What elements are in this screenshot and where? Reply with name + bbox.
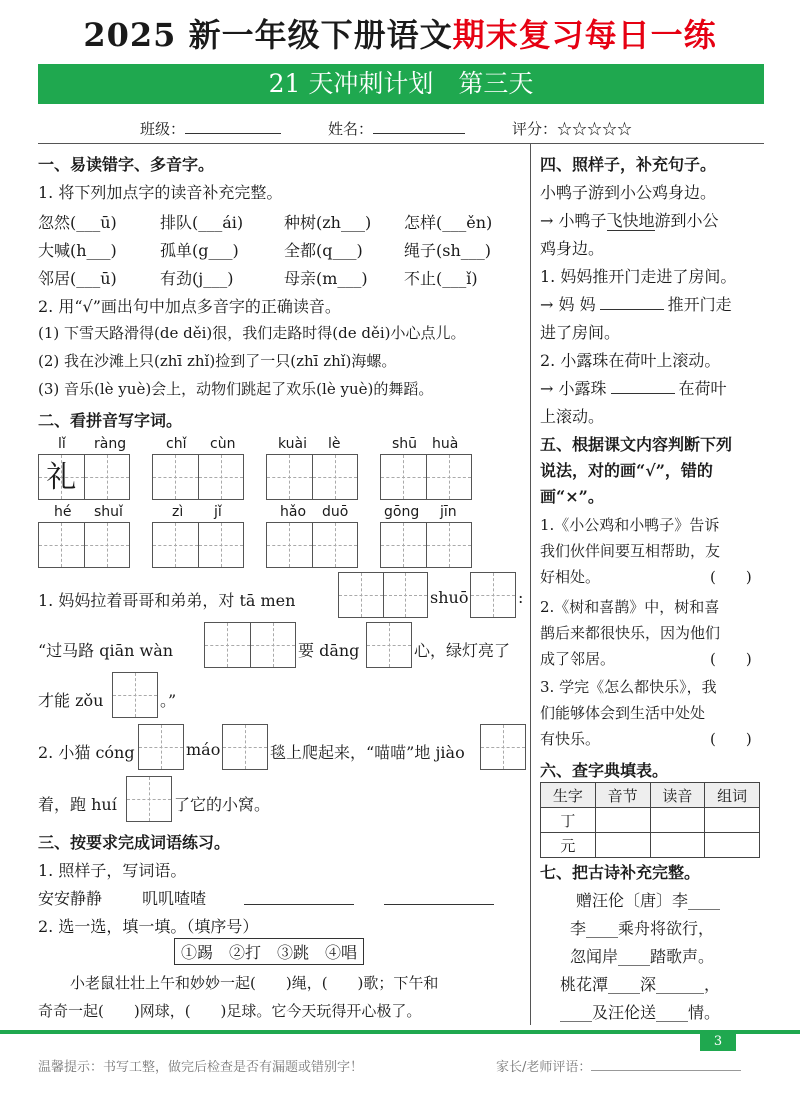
s2-line-4c: 毯上爬起来，“喵喵”地 jiào <box>270 743 465 762</box>
s1-sentence-3[interactable]: (3) 音乐(lè yuè)会上，动物们跳起了欢乐(lè yuè)的舞蹈。 <box>38 380 434 398</box>
table-cell[interactable] <box>595 833 650 858</box>
pinyin-label: lǐ <box>58 436 66 452</box>
answer-line[interactable] <box>384 904 494 905</box>
s2-line-3a: 才能 zǒu <box>38 691 104 710</box>
judge-blank[interactable]: ( ) <box>710 568 752 586</box>
footer-bar <box>0 1030 800 1034</box>
options-box: ①踢 ②打 ③跳 ④唱 <box>174 938 364 965</box>
title-highlight: 期末复习每日一练 <box>452 16 717 54</box>
s2-line-1a: 1. 妈妈拉着哥哥和弟弟，对 tā men <box>38 591 296 610</box>
table-cell: 元 <box>541 833 596 858</box>
poem-line[interactable]: 李____乘舟将欲行， <box>570 919 715 938</box>
char-grid[interactable] <box>266 454 358 500</box>
s5-line: 3. 学完《怎么都快乐》，我 <box>540 678 717 696</box>
section-4-heading: 四、照样子，补充句子。 <box>540 155 717 174</box>
table-cell[interactable] <box>705 808 760 833</box>
table-header: 音节 <box>595 783 650 808</box>
pinyin-label: cùn <box>210 436 236 452</box>
pinyin-label: kuài <box>278 436 308 452</box>
section-3-heading: 三、按要求完成词语练习。 <box>38 833 231 852</box>
table-cell[interactable] <box>650 833 705 858</box>
char-box[interactable] <box>480 724 526 770</box>
s2-line-4b: máo <box>186 740 221 759</box>
poem-line[interactable]: ____及汪伦送____情。 <box>560 1003 721 1022</box>
pinyin-label: jīn <box>440 504 457 520</box>
s1-item[interactable]: 母亲(m___) <box>284 269 368 288</box>
s5-line: 好相处。 <box>540 568 601 586</box>
underlined-word: 飞快地 <box>606 211 655 230</box>
char-box[interactable] <box>366 622 412 668</box>
s4-example-2: → 小鸭子飞快地游到小公 <box>540 211 719 230</box>
s1-item[interactable]: 有劲(j___) <box>160 269 234 288</box>
dictionary-table <box>540 782 760 858</box>
s1-item[interactable]: 怎样(___ěn) <box>404 213 493 232</box>
s4-answer-2[interactable]: → 小露珠 在荷叶 <box>540 379 727 398</box>
s5-line: 有快乐。 <box>540 730 601 748</box>
s4-example-3: 鸡身边。 <box>540 239 605 258</box>
table-header: 组词 <box>705 783 760 808</box>
s1-item[interactable]: 种树(zh___) <box>284 213 372 232</box>
pinyin-label: lè <box>328 436 341 452</box>
pinyin-label: zì <box>172 504 184 520</box>
pinyin-label: jǐ <box>214 504 222 520</box>
s2-line-2b: 要 dāng <box>298 641 360 660</box>
pinyin-label: huà <box>432 436 459 452</box>
poem-line[interactable]: 忽闻岸____踏歌声。 <box>570 947 715 966</box>
sample-char: 礼 <box>46 460 77 495</box>
char-grid[interactable] <box>266 522 358 568</box>
char-grid[interactable] <box>152 454 244 500</box>
section-1-heading: 一、易读错字、多音字。 <box>38 155 215 174</box>
char-box[interactable] <box>338 572 428 618</box>
char-box[interactable] <box>204 622 296 668</box>
column-divider <box>530 143 531 1025</box>
judge-blank[interactable]: ( ) <box>710 650 752 668</box>
table-header: 读音 <box>650 783 705 808</box>
char-grid[interactable] <box>380 454 472 500</box>
s2-line-5b: 了它的小窝。 <box>174 795 271 814</box>
pinyin-label: shū <box>392 436 418 452</box>
page-number: 3 <box>700 1033 736 1051</box>
char-box[interactable] <box>138 724 184 770</box>
table-cell[interactable] <box>595 808 650 833</box>
s5-line: 们能够体会到生活中处处 <box>540 704 706 722</box>
s2-line-2c: 心，绿灯亮了 <box>414 641 511 660</box>
s5-line: 鹊后来都很快乐，因为他们 <box>540 624 721 642</box>
pinyin-label: duō <box>322 504 349 520</box>
s2-line-2a: “过马路 qiān wàn <box>38 641 174 660</box>
s5-line: 成了邻居。 <box>540 650 616 668</box>
pinyin-label: ràng <box>94 436 127 452</box>
table-row <box>541 833 760 858</box>
table-header: 生字 <box>541 783 596 808</box>
s4-answer-2-end: 上滚动。 <box>540 407 605 426</box>
s3-passage-2[interactable]: 奇奇一起( )网球，( )足球。它今天玩得开心极了。 <box>38 1002 422 1020</box>
s2-line-4a: 2. 小猫 cóng <box>38 743 135 762</box>
s3-example-1: 安安静静 <box>38 889 103 908</box>
divider <box>38 143 764 144</box>
section-7-heading: 七、把古诗补充完整。 <box>540 863 701 882</box>
poem-line[interactable]: 桃花潭____深______， <box>560 975 721 994</box>
answer-line[interactable] <box>244 904 354 905</box>
section-5-heading-2: 说法，对的画“√”，错的 <box>540 461 713 480</box>
s2-line-1c: : <box>518 588 524 607</box>
table-header-row <box>541 783 760 808</box>
poem-line[interactable]: 赠汪伦〔唐〕李____ <box>576 891 721 910</box>
s1-item[interactable]: 孤单(g___) <box>160 241 239 260</box>
star-rating[interactable]: ☆☆☆☆☆ <box>557 120 633 138</box>
judge-blank[interactable]: ( ) <box>710 730 752 748</box>
s3-question-1: 1. 照样子，写词语。 <box>38 861 187 880</box>
s1-question-2: 2. 用“√”画出句中加点多音字的正确读音。 <box>38 297 341 316</box>
s1-sentence-1[interactable]: (1) 下雪天路滑得(de děi)很，我们走路时得(de děi)小心点儿。 <box>38 324 466 342</box>
s4-answer-1[interactable]: → 妈 妈 推开门走 <box>540 295 732 314</box>
s1-item[interactable]: 绳子(sh___) <box>404 241 492 260</box>
s2-line-1b: shuō <box>430 588 469 607</box>
s2-line-3b: 。” <box>160 691 177 710</box>
review-field[interactable]: 家长/老师评语： <box>496 1056 741 1075</box>
s4-example-1: 小鸭子游到小公鸡身边。 <box>540 183 717 202</box>
section-2-heading: 二、看拼音写字词。 <box>38 411 183 430</box>
char-box[interactable] <box>470 572 516 618</box>
s5-line: 我们伙伴间要互相帮助，友 <box>540 542 721 560</box>
s4-question-1: 1. 妈妈推开门走进了房间。 <box>540 267 737 286</box>
s1-sentence-2[interactable]: (2) 我在沙滩上只(zhī zhǐ)捡到了一只(zhī zhǐ)海螺。 <box>38 352 397 370</box>
char-box[interactable] <box>126 776 172 822</box>
char-grid[interactable] <box>38 454 130 500</box>
pinyin-label: hé <box>54 504 72 520</box>
table-cell: 丁 <box>541 808 596 833</box>
s1-item[interactable]: 不止(___ǐ) <box>404 269 478 288</box>
pinyin-label: hǎo <box>280 504 307 520</box>
pinyin-label: shuǐ <box>94 504 123 520</box>
section-6-heading: 六、查字典填表。 <box>540 761 669 780</box>
s1-item[interactable]: 忽然(___ū) <box>38 213 117 232</box>
char-grid[interactable] <box>38 522 130 568</box>
plan-banner: 21 天冲刺计划 第三天 <box>38 64 764 104</box>
score-field[interactable]: 评分：☆☆☆☆☆ <box>512 120 633 138</box>
page-title <box>0 10 800 56</box>
title-main: 2025 新一年级下册语文 <box>83 16 453 54</box>
char-grid[interactable] <box>380 522 472 568</box>
s1-question-1: 1. 将下列加点字的读音补充完整。 <box>38 183 283 202</box>
pinyin-label: gōng <box>384 504 420 520</box>
s3-example-2: 叽叽喳喳 <box>142 889 207 908</box>
class-field[interactable]: 班级： <box>140 118 281 139</box>
s3-question-2: 2. 选一选，填一填。（填序号） <box>38 917 259 936</box>
table-row <box>541 808 760 833</box>
table-cell[interactable] <box>650 808 705 833</box>
name-field[interactable]: 姓名： <box>328 118 465 139</box>
s4-answer-1-end: 进了房间。 <box>540 323 621 342</box>
s5-line: 2.《树和喜鹊》中，树和喜 <box>540 598 720 616</box>
s4-question-2: 2. 小露珠在荷叶上滚动。 <box>540 351 721 370</box>
s3-passage-1[interactable]: 小老鼠壮壮上午和妙妙一起( )绳，( )歌；下午和 <box>70 974 439 992</box>
s1-item[interactable]: 大喊(h___) <box>38 241 117 260</box>
footer-tip: 温馨提示：书写工整，做完后检查是否有漏题或错别字！ <box>38 1060 364 1075</box>
char-box[interactable] <box>222 724 268 770</box>
s1-item[interactable]: 全都(q___) <box>284 241 363 260</box>
s1-item[interactable]: 邻居(___ū) <box>38 269 117 288</box>
pinyin-label: chǐ <box>166 436 187 452</box>
s5-line: 1.《小公鸡和小鸭子》告诉 <box>540 516 720 534</box>
section-5-heading: 五、根据课文内容判断下列 <box>540 435 733 454</box>
char-grid[interactable] <box>152 522 244 568</box>
section-5-heading-3: 画“×”。 <box>540 487 604 506</box>
s2-line-5a: 着，跑 huí <box>38 795 117 814</box>
char-box[interactable] <box>112 672 158 718</box>
table-cell[interactable] <box>705 833 760 858</box>
s1-item[interactable]: 排队(___ái) <box>160 213 244 232</box>
